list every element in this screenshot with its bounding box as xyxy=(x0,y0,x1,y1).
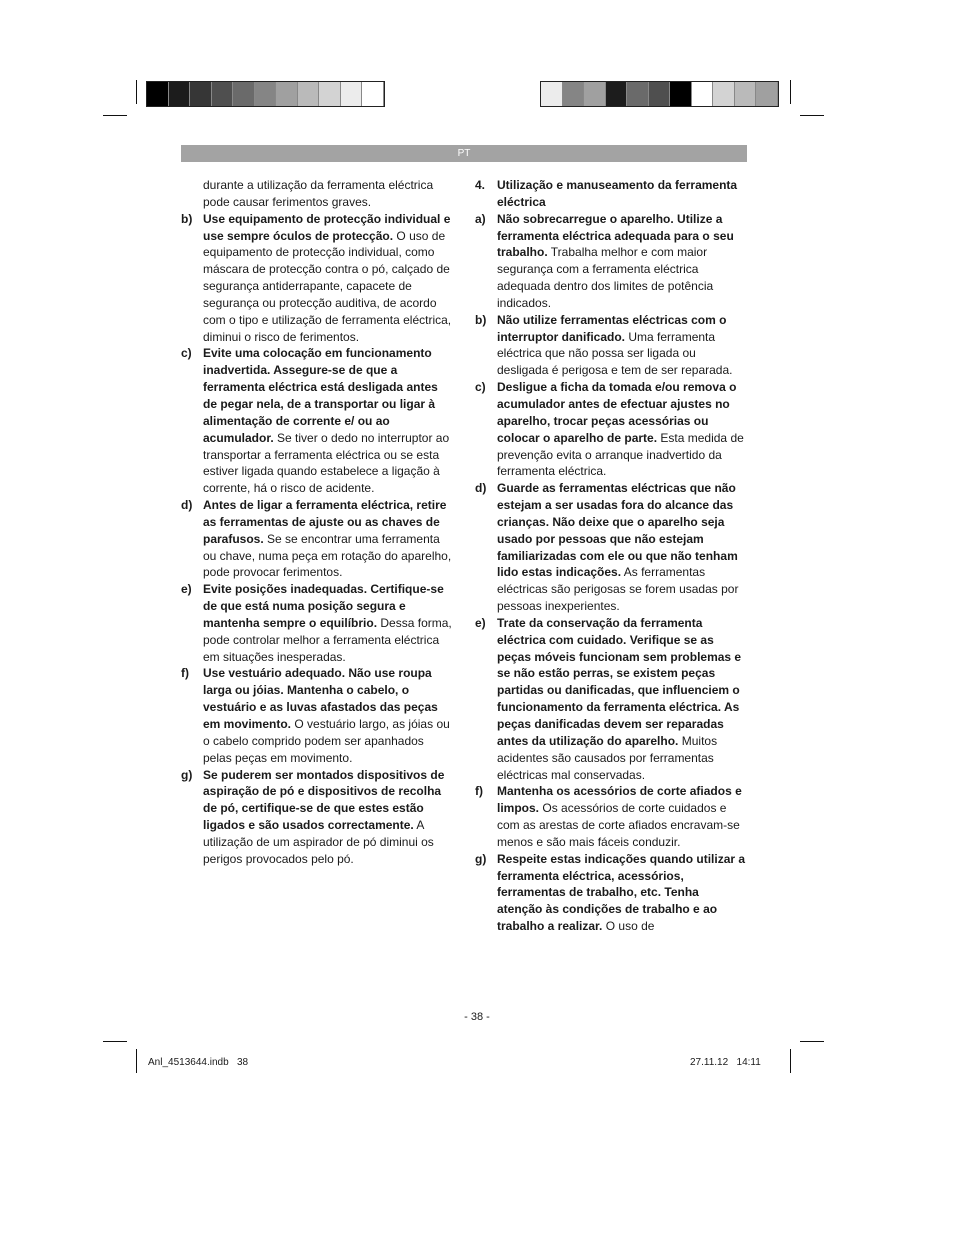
list-item xyxy=(475,480,747,615)
list-item xyxy=(475,379,747,480)
crop-mark xyxy=(800,115,824,116)
item-heading: Use equipamento de protecção individual e use sempre óculos de protecção. xyxy=(203,211,451,243)
item-heading: Evite posições inadequadas. Certifique-se de que está numa posição segura e mantenha sempre o equilíbrio. xyxy=(203,582,444,630)
item-body xyxy=(497,851,747,935)
crop-mark xyxy=(790,1049,791,1073)
item-label: a) xyxy=(475,211,486,226)
color-swatch xyxy=(362,82,384,106)
list-item xyxy=(181,581,453,665)
item-label: e) xyxy=(475,615,486,630)
footer-file: Anl_4513644.indb 38 xyxy=(148,1057,249,1068)
item-body xyxy=(497,211,747,312)
right-column xyxy=(475,177,747,935)
left-column xyxy=(181,177,453,868)
item-heading: Guarde as ferramentas eléctricas que não estejam a ser usadas fora do alcance das crianças. Não deixe que o aparelho seja usado por pessoas que não estejam familiarizadas com ele ou que não tenham lido estas indicações. xyxy=(497,481,738,580)
item-label: g) xyxy=(181,767,193,782)
item-text: O uso de xyxy=(605,919,655,934)
color-swatch xyxy=(319,82,341,106)
color-bar-right xyxy=(540,81,779,107)
item-heading: Mantenha os acessórios de corte afiados e limpos. xyxy=(497,784,742,816)
color-swatch xyxy=(276,82,298,106)
item-body xyxy=(203,767,453,868)
item-body xyxy=(203,345,453,497)
crop-mark xyxy=(800,1041,824,1042)
section-heading xyxy=(475,177,747,211)
color-swatch xyxy=(298,82,320,106)
item-body xyxy=(203,581,453,665)
item-body xyxy=(497,783,747,850)
crop-mark xyxy=(790,80,791,104)
list-item xyxy=(475,312,747,379)
item-text: Trabalha melhor e com maior segurança com a ferramenta eléctrica adequada dentro dos limites de potência indicados. xyxy=(497,245,714,310)
item-text: Se tiver o dedo no interruptor ao transportar a ferramenta eléctrica ou se esta estiver ligada quando estabelece a ligação à corrente, há o risco de acidente. xyxy=(203,430,450,496)
color-swatch xyxy=(627,82,649,106)
item-label: f) xyxy=(475,784,483,799)
list-item xyxy=(475,211,747,312)
item-text: Se se encontrar uma ferramenta ou chave, numa peça em rotação do aparelho, pode provocar ferimentos. xyxy=(203,531,452,580)
item-body xyxy=(497,615,747,783)
list-item xyxy=(181,665,453,766)
item-body xyxy=(203,665,453,766)
color-swatch xyxy=(563,82,585,106)
color-swatch xyxy=(756,82,778,106)
crop-mark xyxy=(103,115,127,116)
item-label: f) xyxy=(181,666,189,681)
color-swatch xyxy=(541,82,563,106)
item-label: g) xyxy=(475,851,487,866)
item-body xyxy=(497,312,747,379)
color-swatch xyxy=(233,82,255,106)
list-item xyxy=(475,851,747,935)
item-heading: Evite uma colocação em funcionamento inadvertida. Assegure-se de que a ferramenta eléctrica está desligada antes de pegar nela, de a transportar ou ligar à alimentação de corrente e/ ou ao acumulador. xyxy=(203,346,438,445)
item-text: O uso de equipamento de protecção individual, como máscara de protecção contra o pó, calçado de segurança antiderrapante, capacete de segurança ou protecção auditiva, de acordo com o tipo e utilização de ferramenta eléctrica, diminui o risco de ferimentos. xyxy=(203,228,452,344)
color-swatch xyxy=(692,82,714,106)
item-heading: Desligue a ficha da tomada e/ou remova o acumulador antes de efectuar ajustes no aparelho, trocar peças acessórias ou colocar o aparelho de parte. xyxy=(497,380,737,445)
item-body xyxy=(203,211,453,346)
color-swatch xyxy=(341,82,363,106)
list-item xyxy=(181,211,453,346)
color-swatch xyxy=(735,82,757,106)
item-text: Esta medida de prevenção evita o arranque inadvertido da ferramenta eléctrica. xyxy=(497,430,744,479)
item-text: Os acessórios de corte cuidados e com as arestas de corte afiados encravam-se menos e são mais fáceis conduzir. xyxy=(497,801,740,849)
footer-date: 27.11.12 14:11 xyxy=(690,1057,761,1068)
color-swatch xyxy=(147,82,169,106)
item-body xyxy=(497,379,747,480)
color-swatch xyxy=(606,82,628,106)
crop-mark xyxy=(103,1041,127,1042)
color-bar-left xyxy=(146,81,385,107)
item-text: Muitos acidentes são causados por ferramentas eléctricas mal conservadas. xyxy=(497,733,718,782)
item-text: Dessa forma, pode controlar melhor a ferramenta eléctrica em situações inesperadas. xyxy=(203,615,452,664)
continuation-text: durante a utilização da ferramenta eléctrica pode causar ferimentos graves. xyxy=(203,178,434,209)
language-header: PT xyxy=(181,145,747,162)
item-label: b) xyxy=(181,211,193,226)
item-text: O vestuário largo, as jóias ou o cabelo comprido podem ser apanhados pelas peças em movimento. xyxy=(203,717,450,765)
item-heading: Use vestuário adequado. Não use roupa larga ou jóias. Mantenha o cabelo, o vestuário e as luvas afastados das peças em movimento. xyxy=(203,666,438,731)
item-heading: Antes de ligar a ferramenta eléctrica, retire as ferramentas de ajuste ou as chaves de parafusos. xyxy=(203,498,447,546)
page-number: - 38 - xyxy=(464,1011,490,1023)
color-swatch xyxy=(255,82,277,106)
color-swatch xyxy=(212,82,234,106)
color-swatch xyxy=(713,82,735,106)
item-heading: Respeite estas indicações quando utilizar a ferramenta eléctrica, acessórios, ferramentas de trabalho, etc. Tenha atenção às condições de trabalho e ao trabalho a realizar. xyxy=(497,851,746,934)
item-label: c) xyxy=(181,346,192,361)
section-number: 4. xyxy=(475,178,486,192)
section-title: Utilização e manuseamento da ferramenta eléctrica xyxy=(497,178,738,209)
list-item xyxy=(475,615,747,783)
item-text: A utilização de um aspirador de pó diminui os perigos provocados pelo pó. xyxy=(203,818,434,866)
item-heading: Se puderem ser montados dispositivos de aspiração de pó e dispositivos de recolha de pó, certifique-se de que estes estão ligados e são usados correctamente. xyxy=(203,767,445,833)
item-label: e) xyxy=(181,582,192,597)
color-swatch xyxy=(649,82,671,106)
list-item xyxy=(181,345,453,497)
item-body xyxy=(497,480,747,615)
left-item-list xyxy=(181,211,453,868)
item-heading: Não sobrecarregue o aparelho. Utilize a ferramenta eléctrica adequada para o seu trabalho. xyxy=(497,211,734,260)
list-item xyxy=(181,497,453,581)
right-item-list xyxy=(475,211,747,935)
color-swatch xyxy=(169,82,191,106)
item-label: c) xyxy=(475,380,486,395)
color-swatch xyxy=(190,82,212,106)
list-item xyxy=(181,767,453,868)
item-heading: Trate da conservação da ferramenta eléctrica com cuidado. Verifique se as peças móveis funcionam sem problemas e se não estão perras, se existem peças partidas ou danificadas, que influenciem o funcionamento da ferramenta eléctrica. As peças danificadas devem ser reparadas antes da utilização do aparelho. xyxy=(497,615,742,748)
item-text: As ferramentas eléctricas são perigosas se forem usadas por pessoas inexperientes. xyxy=(497,565,739,614)
crop-mark xyxy=(136,80,137,104)
color-swatch xyxy=(670,82,692,106)
item-heading: Não utilize ferramentas eléctricas com o interruptor danificado. xyxy=(497,312,727,344)
color-swatch xyxy=(584,82,606,106)
crop-mark xyxy=(136,1049,137,1073)
list-item xyxy=(475,783,747,850)
item-label: b) xyxy=(475,312,487,327)
item-text: Uma ferramenta eléctrica que não possa ser ligada ou desligada é perigosa e tem de ser reparada. xyxy=(497,329,733,378)
item-label: d) xyxy=(181,498,193,513)
item-label: d) xyxy=(475,481,487,496)
item-body xyxy=(203,497,453,581)
